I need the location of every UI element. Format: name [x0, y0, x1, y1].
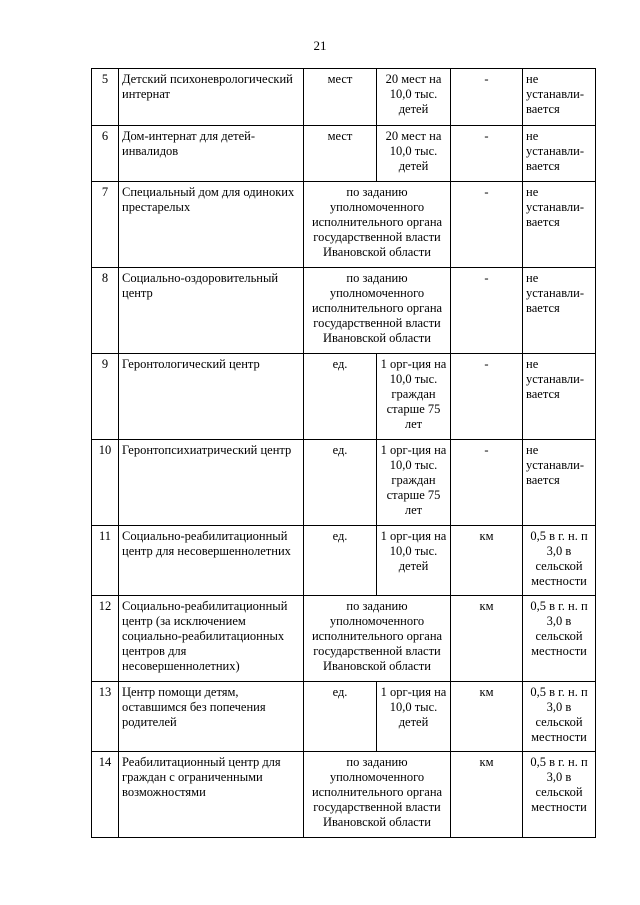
facility-name: Геронтологический центр	[119, 354, 304, 440]
table-row	[92, 682, 596, 752]
norm-value-cell: 1 орг-ция на 10,0 тыс. детей	[377, 526, 451, 596]
time-cell: 0,5 в г. н. п 3,0 в сельской местности	[523, 752, 596, 838]
assignment-cell: по заданию уполномоченного исполнительного органа государственной власти Ивановской области	[304, 268, 451, 354]
distance-cell: км	[451, 682, 523, 752]
time-cell: не устанавли-вается	[523, 354, 596, 440]
unit-cell: ед.	[304, 526, 377, 596]
distance-cell: км	[451, 596, 523, 682]
page-number: 21	[313, 38, 327, 53]
norm-value-cell: 20 мест на 10,0 тыс. детей	[377, 126, 451, 182]
norm-value-cell: 1 орг-ция на 10,0 тыс. граждан старше 75 лет	[377, 354, 451, 440]
row-number: 10	[92, 440, 119, 526]
time-cell: не устанавли-вается	[523, 69, 596, 126]
time-cell: 0,5 в г. н. п 3,0 в сельской местности	[523, 596, 596, 682]
assignment-cell: по заданию уполномоченного исполнительного органа государственной власти Ивановской области	[304, 182, 451, 268]
row-number: 8	[92, 268, 119, 354]
distance-cell: км	[451, 752, 523, 838]
facility-name: Центр помощи детям, оставшимся без попечения родителей	[119, 682, 304, 752]
distance-cell: -	[451, 268, 523, 354]
facility-name: Социально-реабилитационный центр (за исключением социально-реабилитационных центров для несовершеннолетних)	[119, 596, 304, 682]
norm-value-cell: 1 орг-ция на 10,0 тыс. граждан старше 75 лет	[377, 440, 451, 526]
unit-cell: мест	[304, 69, 377, 126]
table-row	[92, 268, 596, 354]
distance-cell: -	[451, 69, 523, 126]
distance-cell: -	[451, 182, 523, 268]
row-number: 5	[92, 69, 119, 126]
unit-cell: ед.	[304, 440, 377, 526]
assignment-cell: по заданию уполномоченного исполнительного органа государственной власти Ивановской области	[304, 752, 451, 838]
row-number: 11	[92, 526, 119, 596]
facility-name: Детский психоневрологический интернат	[119, 69, 304, 126]
row-number: 9	[92, 354, 119, 440]
distance-cell: км	[451, 526, 523, 596]
assignment-cell: по заданию уполномоченного исполнительного органа государственной власти Ивановской области	[304, 596, 451, 682]
facility-name: Реабилитационный центр для граждан с ограниченными возможностями	[119, 752, 304, 838]
table-row	[92, 596, 596, 682]
time-cell: не устанавли-вается	[523, 440, 596, 526]
time-cell: не устанавли-вается	[523, 182, 596, 268]
facility-name: Социально-оздоровительный центр	[119, 268, 304, 354]
distance-cell: -	[451, 354, 523, 440]
time-cell: 0,5 в г. н. п 3,0 в сельской местности	[523, 682, 596, 752]
row-number: 7	[92, 182, 119, 268]
table-row	[92, 440, 596, 526]
table-row	[92, 354, 596, 440]
norm-value-cell: 1 орг-ция на 10,0 тыс. детей	[377, 682, 451, 752]
facility-name: Дом-интернат для детей-инвалидов	[119, 126, 304, 182]
unit-cell: ед.	[304, 682, 377, 752]
table-row	[92, 526, 596, 596]
facility-name: Социально-реабилитационный центр для несовершеннолетних	[119, 526, 304, 596]
unit-cell: ед.	[304, 354, 377, 440]
norm-value-cell: 20 мест на 10,0 тыс. детей	[377, 69, 451, 126]
row-number: 6	[92, 126, 119, 182]
time-cell: не устанавли-вается	[523, 268, 596, 354]
row-number: 13	[92, 682, 119, 752]
distance-cell: -	[451, 126, 523, 182]
table-row	[92, 752, 596, 838]
facility-name: Геронтопсихиатрический центр	[119, 440, 304, 526]
time-cell: 0,5 в г. н. п 3,0 в сельской местности	[523, 526, 596, 596]
row-number: 14	[92, 752, 119, 838]
unit-cell: мест	[304, 126, 377, 182]
time-cell: не устанавли-вается	[523, 126, 596, 182]
norms-table	[91, 68, 596, 838]
row-number: 12	[92, 596, 119, 682]
distance-cell: -	[451, 440, 523, 526]
table-row	[92, 69, 596, 126]
table-row	[92, 126, 596, 182]
facility-name: Специальный дом для одиноких престарелых	[119, 182, 304, 268]
table-row	[92, 182, 596, 268]
